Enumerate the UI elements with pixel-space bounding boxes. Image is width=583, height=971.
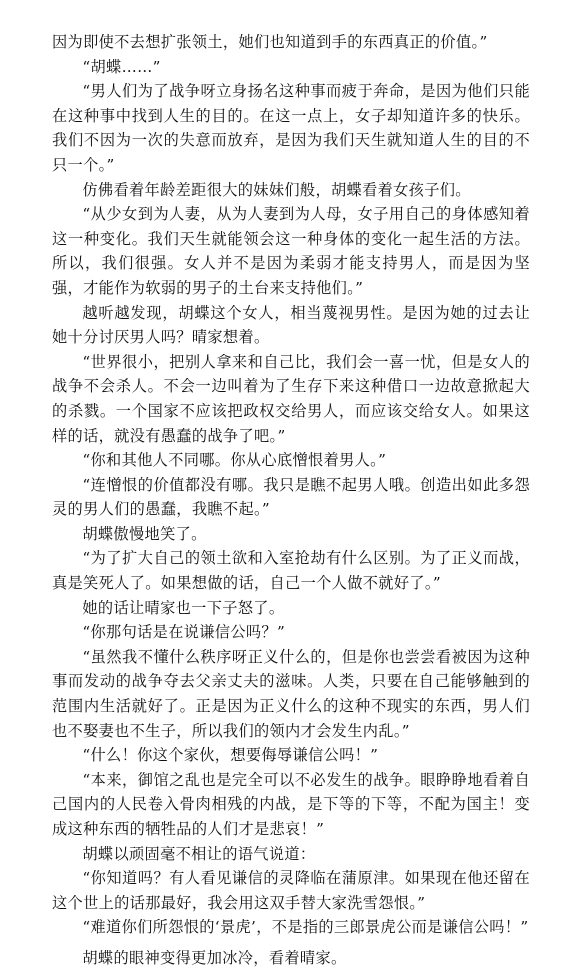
paragraph-9: “连憎恨的价值都没有哪。我只是瞧不起男人哦。创造出如此多怨灵的男人们的愚蠢，我瞧不起。” [52,475,530,519]
paragraph-11: “为了扩大自己的领土欲和入室抢劫有什么区别。为了正义而战，真是笑死人了。如果想做的话，自己一个人做不就好了。” [52,549,530,593]
paragraph-16: “本来，御馆之乱也是完全可以不必发生的战争。眼睁睁地看着自己国内的人民卷入骨肉相残的内战，是下等的下等，不配为国主！变成这种东西的牺牲品的人们才是悲哀！” [52,770,530,838]
paragraph-10: 胡蝶傲慢地笑了。 [82,524,207,543]
paragraph-19: “难道你们所怨恨的‘景虎’，不是指的三郎景虎公而是谦信公吗！” [82,918,529,937]
paragraph-2: “胡蝶……” [82,57,161,76]
paragraph-1: 因为即使不去想扩张领土，她们也知道到手的东西真正的价值。” [52,33,488,51]
paragraph-5: “从少女到为人妻，从为人妻到为人母，女子用自己的身体感知着这一种变化。我们天生就能领会这一种身体的变化一起生活的方法。所以，我们很强。女人并不是因为柔弱才能支持男人，而是因为坚强，才能作为软弱的男子的土台来支持他们。” [52,205,530,297]
paragraph-3: “男人们为了战争呀立身扬名这种事而疲于奔命，是因为他们只能在这种事中找到人生的目的。在这一点上，女子却知道许多的快乐。我们不因为一次的失意而放弃，是因为我们天生就知道人生的目的不只一个。” [52,82,530,174]
novel-page [52,30,530,971]
paragraph-20: 胡蝶的眼神变得更加冰冷，看着晴家。 [82,948,347,967]
paragraph-6: 越听越发现，胡蝶这个女人，相当蔑视男性。是因为她的过去让她十分讨厌男人吗？晴家想着。 [52,303,530,347]
paragraph-4: 仿佛看着年龄差距很大的妹妹们般，胡蝶看着女孩子们。 [82,180,471,199]
paragraph-18: “你知道吗？有人看见谦信的灵降临在蒲原津。如果现在他还留在这个世上的话那最好，我会用这双手替大家洗雪怨恨。” [52,869,530,912]
paragraph-12: 她的话让晴家也一下子怒了。 [82,598,285,617]
paragraph-15: “什么！你这个家伙，想要侮辱谦信公吗！” [82,746,379,765]
paragraph-7: “世界很小，把别人拿来和自己比，我们会一喜一忧，但是女人的战争不会杀人。不会一边叫着为了生存下来这种借口一边故意掀起大的杀戮。一个国家不应该把政权交给男人，而应该交给女人。如果这样的话，就没有愚蠢的战争了吧。” [52,352,530,445]
paragraph-14: “虽然我不懂什么秩序呀正义什么的，但是你也尝尝看被因为这种事而发动的战争夺去父亲丈夫的滋味。人类，只要在自己能够触到的范围内生活就好了。正是因为正义什么的这种不现实的东西，男人们也不娶妻也不生子，所以我们的领内才会发生内乱。” [52,647,530,740]
paragraph-17: 胡蝶以顽固毫不相让的语气说道： [82,844,316,863]
paragraph-13: “你那句话是在说谦信公吗？” [82,623,286,642]
paragraph-8: “你和其他人不同哪。你从心底憎恨着男人。” [82,451,387,470]
